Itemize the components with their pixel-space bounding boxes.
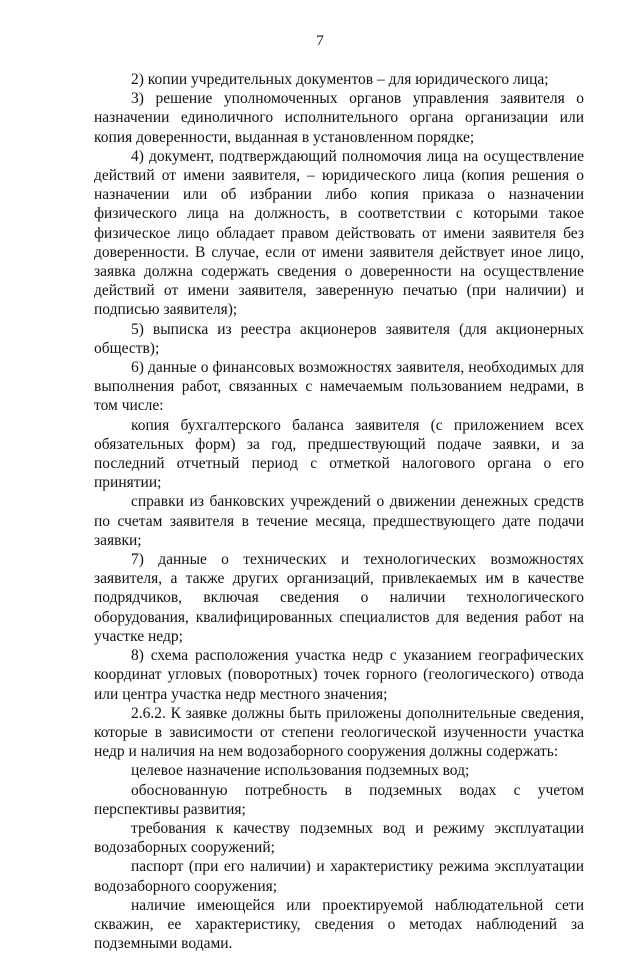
- paragraph-item-8: 8) схема расположения участка недр с указанием географических координат угловых (поворотных) точек горного (геологического) отвода или центра участка недр местного значения;: [94, 647, 584, 703]
- paragraph-passport: паспорт (при его наличии) и характеристику режима эксплуатации водозаборного сооружения;: [94, 858, 584, 895]
- paragraph-item-3: 3) решение уполномоченных органов управления заявителя о назначении единоличного исполнительного органа организации или копия доверенности, выданная в установленном порядке;: [94, 90, 584, 146]
- page-number: 7: [316, 33, 324, 49]
- paragraph-observation-network: наличие имеющейся или проектируемой наблюдательной сети скважин, ее характеристику, сведения о методах наблюдений за подземными водами.: [94, 896, 584, 953]
- paragraph-purpose: целевое назначение использования подземных вод;: [131, 762, 470, 780]
- paragraph-item-7: 7) данные о технических и технологических возможностях заявителя, а также других организаций, привлекаемых им в качестве подрядчиков, включая сведения о наличии технологического оборудования, квалифицированных специалистов для ведения работ на участке недр;: [94, 551, 584, 645]
- paragraph-bank-statements: справки из банковских учреждений о движении денежных средств по счетам заявителя в течение месяца, предшествующего дате подачи заявки;: [94, 493, 584, 549]
- paragraph-item-4: 4) документ, подтверждающий полномочия лица на осуществление действий от имени заявителя, – юридического лица (копия решения о назначении или об избрании либо копия приказа о назначении физического лица на должность, в соответствии с которыми такое физическое лицо обладает правом действовать от имени заявителя без доверенности. В случае, если от имени заявителя действует иное лицо, заявка должна содержать сведения о доверенности на осуществление действий от имени заявителя, заверенную печатью (при наличии) и подписью заявителя);: [94, 147, 584, 319]
- paragraph-section-2-6-2: 2.6.2. К заявке должны быть приложены дополнительные сведения, которые в зависимости от степени геологической изученности участка недр и наличия на нем водозаборного сооружения должны содержать:: [94, 704, 584, 761]
- paragraph-balance-sheet: копия бухгалтерского баланса заявителя (с приложением всех обязательных форм) за год, предшествующий подаче заявки, и за последний отчетный период с отметкой налогового органа о его принятии;: [94, 416, 584, 492]
- paragraph-demand: обоснованную потребность в подземных водах с учетом перспективы развития;: [94, 781, 584, 818]
- paragraph-item-5: 5) выписка из реестра акционеров заявителя (для акционерных обществ);: [94, 320, 584, 357]
- document-body: [94, 70, 584, 953]
- paragraph-item-6: 6) данные о финансовых возможностях заявителя, необходимых для выполнения работ, связанных с намечаемым пользованием недрами, в том числе:: [94, 359, 584, 415]
- paragraph-quality-requirements: требования к качеству подземных вод и режиму эксплуатации водозаборных сооружений;: [94, 819, 584, 857]
- paragraph-item-2: 2) копии учредительных документов – для юридического лица;: [131, 71, 549, 88]
